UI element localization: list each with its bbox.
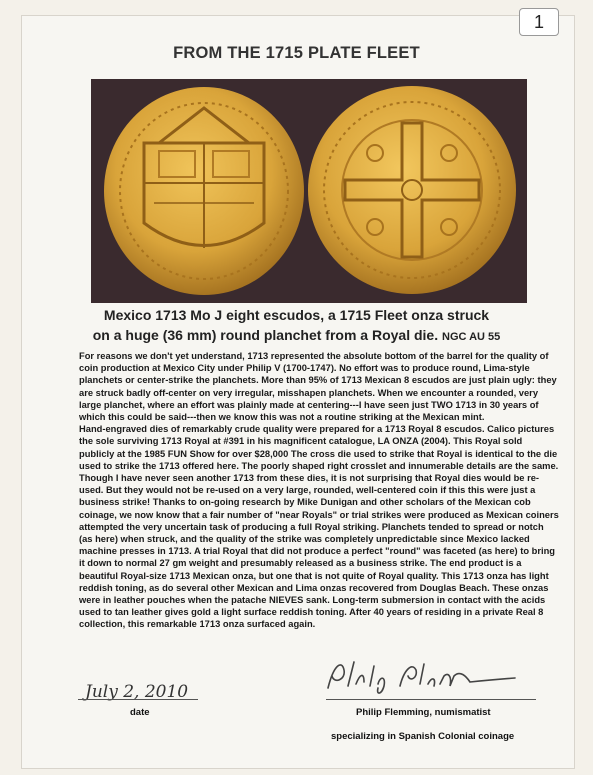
page-title: FROM THE 1715 PLATE FLEET bbox=[173, 44, 420, 62]
description-body bbox=[79, 350, 559, 631]
handwritten-date: July 2, 2010 bbox=[85, 682, 189, 702]
page-number-box: 1 bbox=[519, 8, 559, 36]
coin-photo bbox=[91, 79, 527, 303]
date-signature-line bbox=[78, 699, 198, 700]
paragraph-1: For reasons we don't yet understand, 1713 represented the absolute bottom of the barrel for the quality of coin production at Mexico City under Philip V (1700-1747). No effort was to produce round, Lima-style planchets or center-strike the planchets. More than 95% of 1713 Mexican 8 escudos are just plain ugly: they are struck badly off-center on very irregular, misshapen planchets. When we encounter a rounded, very large planchet, where an effort was plainly made at centering---I have seen just TWO 1713 in 30 years of which this could be said---then we know this was not a routine striking at the Mexican mint. bbox=[79, 351, 557, 423]
grade-label: NGC AU 55 bbox=[442, 331, 501, 343]
caption-line-2 bbox=[40, 325, 553, 347]
coin-reverse-image bbox=[305, 83, 519, 297]
paragraph-2: Hand-engraved dies of remarkably crude quality were prepared for a 1713 Royal 8 escudos. Calico pictures the sole surviving 1713 Royal at #391 in his magnificent catalogue, LA ONZA (2004). This Royal sold publicly at the 1985 FUN Show for over $28,000 The cross die used to strike that Royal is identical to the die used to strike the 1713 offered here. The poorly shaped right crosslet and innumerable details are the same. bbox=[79, 424, 559, 471]
coin-obverse-image bbox=[99, 83, 309, 299]
photo-caption bbox=[40, 305, 553, 347]
handwritten-signature bbox=[320, 656, 520, 700]
paragraph-3: Though I have never seen another 1713 from these dies, it is not surprising that Royal dies would be re-used. But they would not be re-used on a very large, rounded, well-centered coin if this this were just a business strike! Thanks to on-going research by Mike Dunigan and other scholars of the Mexican cob coinage, we now know that a fair number of "near Royals" or trial strikes were produced as Mexican coiners attempted the very uncertain task of producing a full Royal striking. Planchets tended to spread or notch (as here) when struck, and the quality of the strike was completely unpredictable since Mexico lacked machine presses in 1713. A trial Royal that did not produce a perfect "round" was faceted (as here) to bring it down to normal 27 gm weight and presumably released as a business strike. The end product is a beautiful Royal-size 1713 Mexican onza, but one that is not quite of Royal quality. This 1713 onza has light reddish toning, as do several other Mexican and Lima onzas recovered from Douglas Beach. These onzas were in leather pouches when the patache NIEVES sank. Long-term submersion in contact with the acids used to tan leather gives gold a light surface reddish toning. After 40 years of residing in a private Real 8 collection, this remarkable 1713 onza surfaced again. bbox=[79, 473, 559, 630]
name-signature-line bbox=[326, 699, 536, 700]
caption-line-1: Mexico 1713 Mo J eight escudos, a 1715 Fleet onza struck bbox=[103, 307, 490, 323]
signer-name-label: Philip Flemming, numismatist bbox=[356, 707, 491, 718]
date-label: date bbox=[130, 707, 150, 718]
caption-line-2-text: on a huge (36 mm) round planchet from a Royal die. bbox=[92, 327, 439, 343]
specialty-label: specializing in Spanish Colonial coinage bbox=[331, 731, 515, 742]
